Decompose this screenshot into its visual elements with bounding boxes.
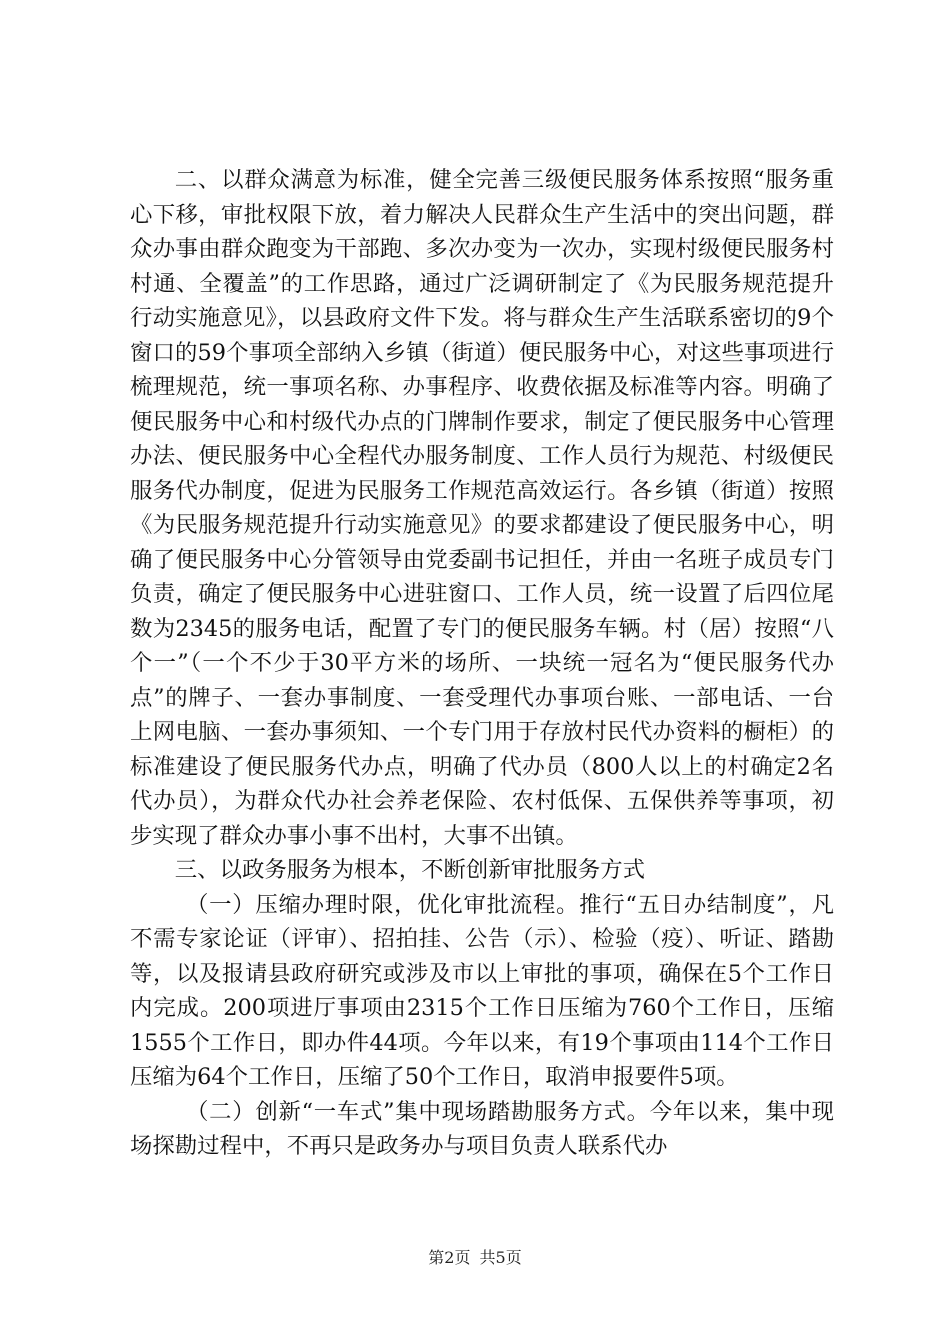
page-footer	[0, 1248, 950, 1268]
paragraph-subsection-2: （二）创新“一车式”集中现场踏勘服务方式。今年以来，集中现场探勘过程中，不再只是政务办与项目负责人联系代办	[130, 1098, 834, 1159]
paragraph-subsection-1: （一）压缩办理时限，优化审批流程。推行“五日办结制度”，凡不需专家论证（评审）、招拍挂、公告（示）、检验（疫）、听证、踏勘等，以及报请县政府研究或涉及市以上审批的事项，确保在5个工作日内完成。200项进厅事项由2315个工作日压缩为760个工作日，压缩1555个工作日，即办件44项。今年以来，有19个事项由114个工作日压缩为64个工作日，压缩了50个工作日，取消申报要件5项。	[130, 891, 834, 1090]
section-heading-3: 三、以政务服务为根本，不断创新审批服务方式	[174, 857, 645, 883]
page-total: 共5页	[479, 1248, 522, 1267]
paragraph-section-2: 二、以群众满意为标准，健全完善三级便民服务体系按照“服务重心下移，审批权限下放，着力解决人民群众生产生活中的突出问题，群众办事由群众跑变为干部跑、多次办变为一次办，实现村级便民服务村村通、全覆盖”的工作思路，通过广泛调研制定了《为民服务规范提升行动实施意见》，以县政府文件下发。将与群众生产生活联系密切的9个窗口的59个事项全部纳入乡镇（街道）便民服务中心，对这些事项进行梳理规范，统一事项名称、办事程序、收费依据及标准等内容。明确了便民服务中心和村级代办点的门牌制作要求，制定了便民服务中心管理办法、便民服务中心全程代办服务制度、工作人员行为规范、村级便民服务代办制度，促进为民服务工作规范高效运行。各乡镇（街道）按照《为民服务规范提升行动实施意见》的要求都建设了便民服务中心，明确了便民服务中心分管领导由党委副书记担任，并由一名班子成员专门负责，确定了便民服务中心进驻窗口、工作人员，统一设置了后四位尾数为2345的服务电话，配置了专门的便民服务车辆。村（居）按照“八个一”（一个不少于30平方米的场所、一块统一冠名为“便民服务代办点”的牌子、一套办事制度、一套受理代办事项台账、一部电话、一台上网电脑、一套办事须知、一个专门用于存放村民代办资料的橱柜）的标准建设了便民服务代办点，明确了代办员（800人以上的村确定2名代办员），为群众代办社会养老保险、农村低保、五保供养等事项，初步实现了群众办事小事不出村，大事不出镇。	[130, 167, 834, 849]
page-number: 第2页	[428, 1248, 471, 1267]
document-body	[130, 163, 834, 1164]
